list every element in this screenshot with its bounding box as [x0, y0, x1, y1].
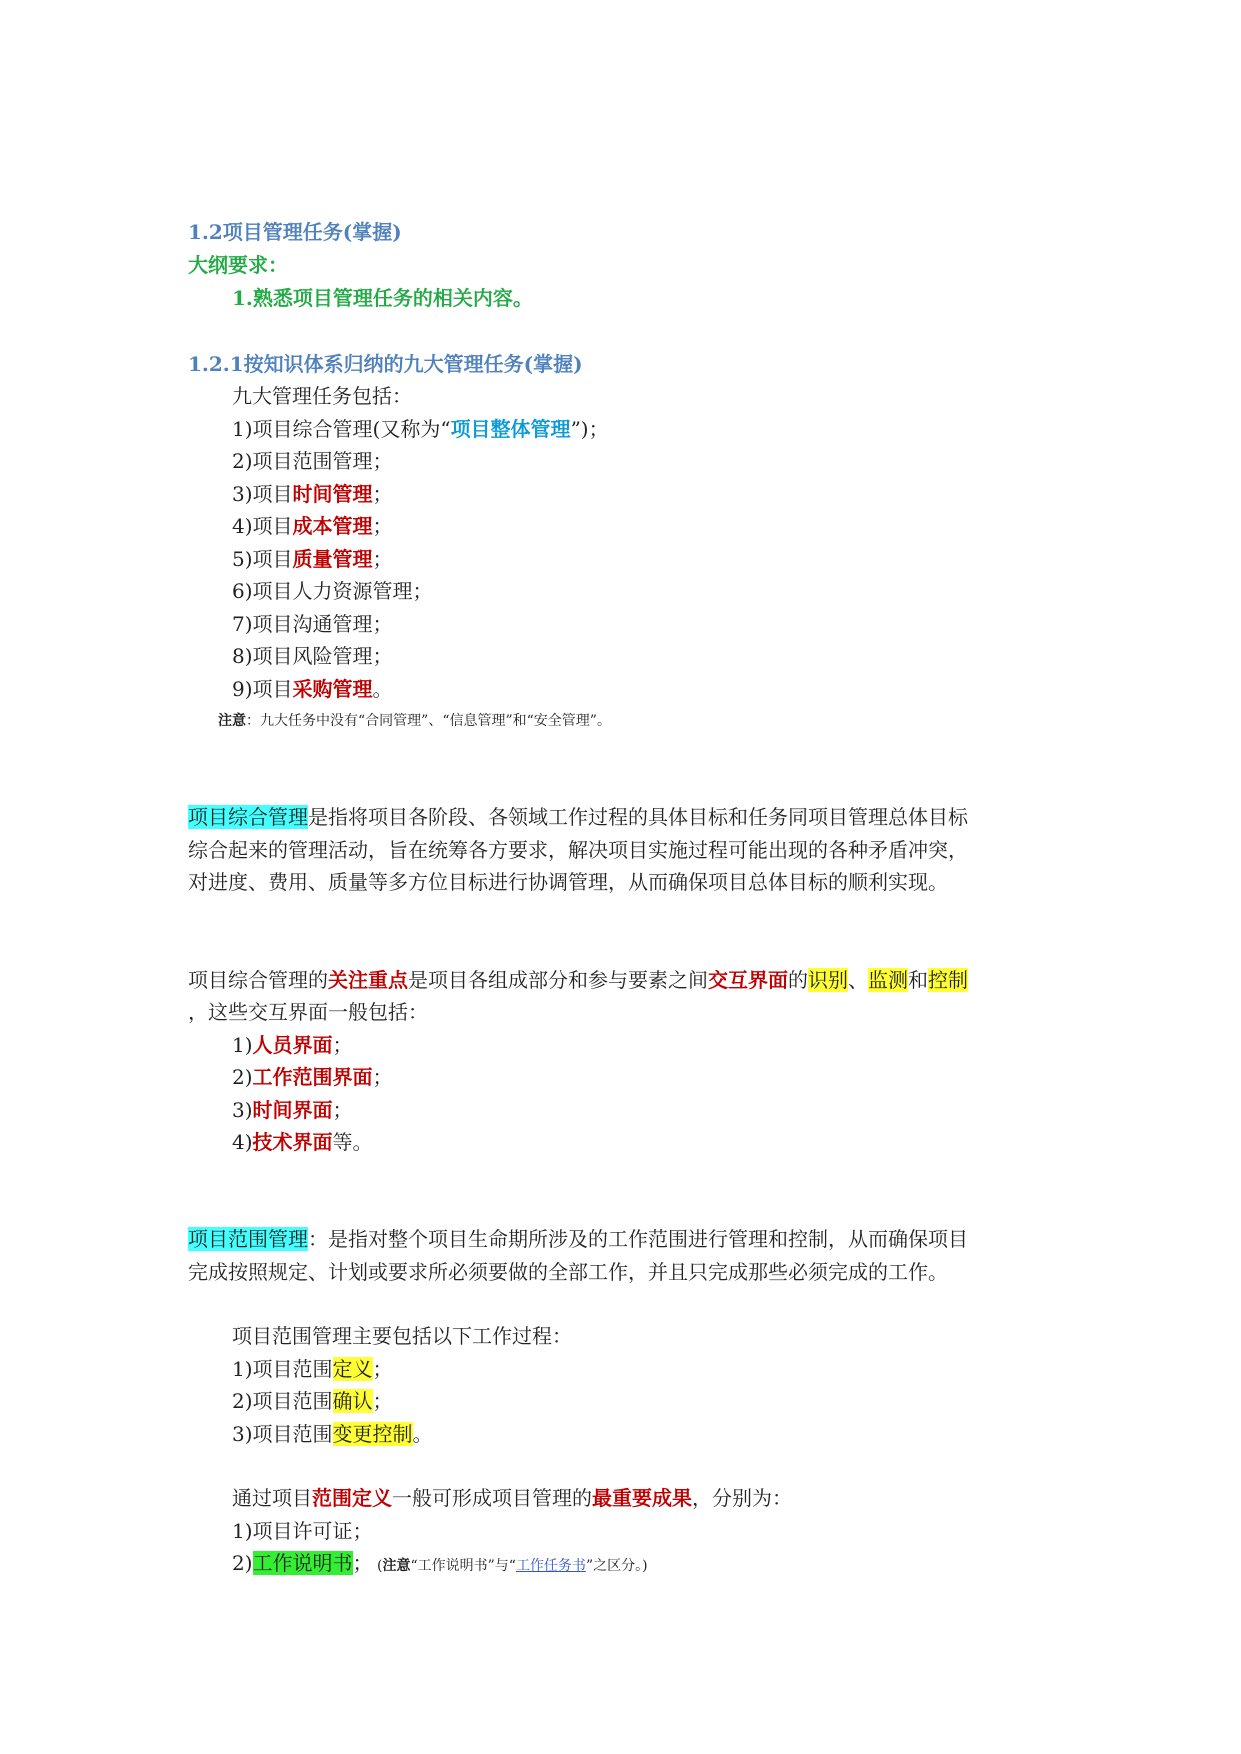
syllabus-item: 1.熟悉项目管理任务的相关内容。	[232, 286, 533, 310]
interface-item-4: 4)技术界面等。	[232, 1130, 373, 1154]
section-1-2-title: 1.2项目管理任务(掌握)	[188, 220, 402, 244]
task-item-4: 4)项目成本管理；	[232, 514, 393, 538]
integration-line-1: 项目综合管理是指将项目各阶段、各领域工作过程的具体目标和任务同项目管理总体目标	[188, 805, 968, 829]
syllabus-title: 大纲要求：	[188, 253, 288, 277]
scope-item-1: 1)项目范围定义；	[232, 1357, 393, 1381]
focus-line-1: 项目综合管理的关注重点是项目各组成部分和参与要素之间交互界面的识别、监测和控制	[188, 968, 968, 992]
scope-intro: 项目范围管理主要包括以下工作过程：	[232, 1324, 572, 1348]
task-item-7: 7)项目沟通管理；	[232, 612, 393, 636]
task-item-9: 9)项目采购管理。	[232, 677, 393, 701]
section-1-2-1-title: 1.2.1按知识体系归纳的九大管理任务(掌握)	[188, 352, 583, 376]
interface-item-1: 1)人员界面；	[232, 1033, 353, 1057]
task-item-6: 6)项目人力资源管理；	[232, 579, 433, 603]
nine-tasks-intro: 九大管理任务包括：	[232, 384, 412, 408]
task-item-2: 2)项目范围管理；	[232, 449, 393, 473]
scope-line-1: 项目范围管理：是指对整个项目生命期所涉及的工作范围进行管理和控制，从而确保项目	[188, 1227, 968, 1251]
result-line: 通过项目范围定义一般可形成项目管理的最重要成果，分别为：	[232, 1486, 792, 1510]
task-item-1: 1)项目综合管理(又称为“项目整体管理”)；	[232, 417, 609, 441]
integration-term: 项目综合管理	[188, 805, 308, 829]
task-item-5: 5)项目质量管理；	[232, 547, 393, 571]
interface-item-2: 2)工作范围界面；	[232, 1065, 393, 1089]
scope-term: 项目范围管理	[188, 1227, 308, 1251]
scope-item-2: 2)项目范围确认；	[232, 1389, 393, 1413]
focus-line-2: ，这些交互界面一般包括：	[188, 1000, 428, 1024]
task-item-3: 3)项目时间管理；	[232, 482, 393, 506]
scope-item-3: 3)项目范围变更控制。	[232, 1422, 433, 1446]
interface-item-3: 3)时间界面；	[232, 1098, 353, 1122]
scope-line-2: 完成按照规定、计划或要求所必须要做的全部工作，并且只完成那些必须完成的工作。	[188, 1260, 948, 1284]
integration-line-2: 综合起来的管理活动，旨在统筹各方要求，解决项目实施过程可能出现的各种矛盾冲突，	[188, 838, 968, 862]
result-item-1: 1)项目许可证；	[232, 1519, 373, 1543]
nine-tasks-note: 注意：九大任务中没有“合同管理”、“信息管理”和“安全管理”。	[218, 713, 611, 729]
work-task-book-link[interactable]: 工作任务书	[515, 1558, 586, 1574]
integration-line-3: 对进度、费用、质量等多方位目标进行协调管理，从而确保项目总体目标的顺利实现。	[188, 870, 948, 894]
result-item-2: 2)工作说明书； (注意“工作说明书”与“工作任务书”之区分。)	[232, 1551, 648, 1575]
task-item-8: 8)项目风险管理；	[232, 644, 393, 668]
